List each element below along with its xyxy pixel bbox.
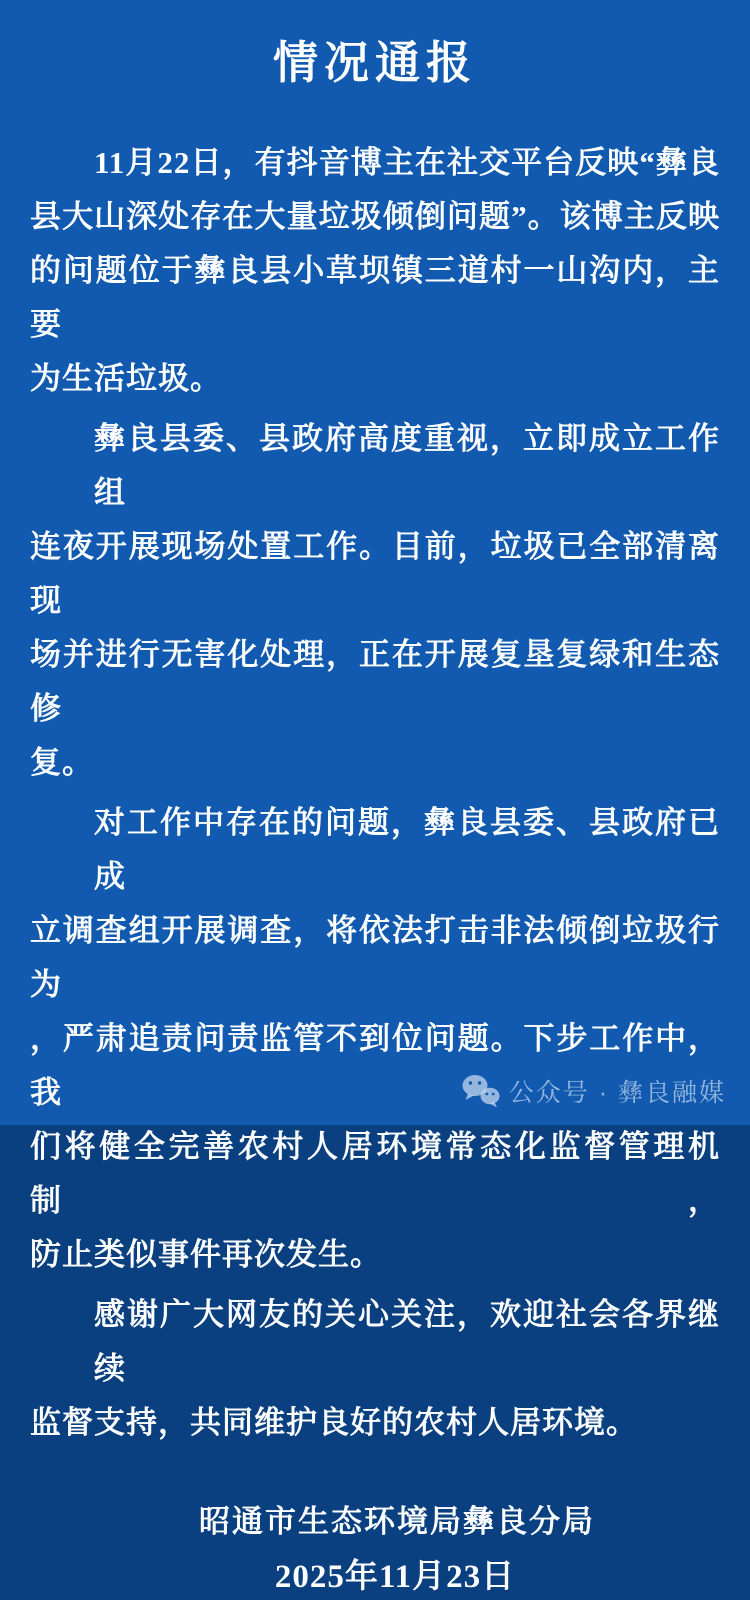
body-line: 为生活垃圾。 [30, 361, 222, 396]
body-line: 复。 [30, 745, 94, 780]
notice-title: 情况通报 [272, 37, 477, 88]
body-line: 彝良县委、县政府高度重视，立即成立工作组 [94, 421, 720, 510]
body-line: 防止类似事件再次发生。 [30, 1237, 382, 1272]
body-line: 监督支持，共同维护良好的农村人居环境。 [30, 1405, 638, 1440]
body-line: 立调查组开展调查，将依法打击非法倾倒垃圾行为 [30, 913, 720, 1002]
watermark-text: 公众号 · 彝良融媒 [508, 1079, 726, 1107]
body-line: 们将健全完善农村人居环境常态化监督管理机制， [30, 1129, 720, 1218]
body-line: 的问题位于彝良县小草坝镇三道村一山沟内，主要 [30, 253, 720, 342]
body-line: 连夜开展现场处置工作。目前，垃圾已全部清离现 [30, 529, 720, 618]
wechat-icon [461, 1073, 501, 1109]
body-line: 11月22日，有抖音博主在社交平台反映“彝良 [94, 145, 720, 180]
notice-body [0, 136, 750, 1450]
body-line: 场并进行无害化处理，正在开展复垦复绿和生态修 [30, 637, 720, 726]
body-line: 县大山深处存在大量垃圾倾倒问题”。该博主反映 [30, 199, 720, 234]
body-line: 对工作中存在的问题，彝良县委、县政府已成 [94, 805, 720, 894]
body-line: ，严肃追责问责监管不到位问题。下步工作中，我 [30, 1021, 720, 1110]
notice-date: 2025年11月23日 [274, 1559, 516, 1595]
watermark [461, 1073, 726, 1109]
issuer-signature: 昭通市生态环境局彝良分局 [199, 1504, 595, 1539]
body-line: 感谢广大网友的关心关注，欢迎社会各界继续 [94, 1297, 720, 1386]
